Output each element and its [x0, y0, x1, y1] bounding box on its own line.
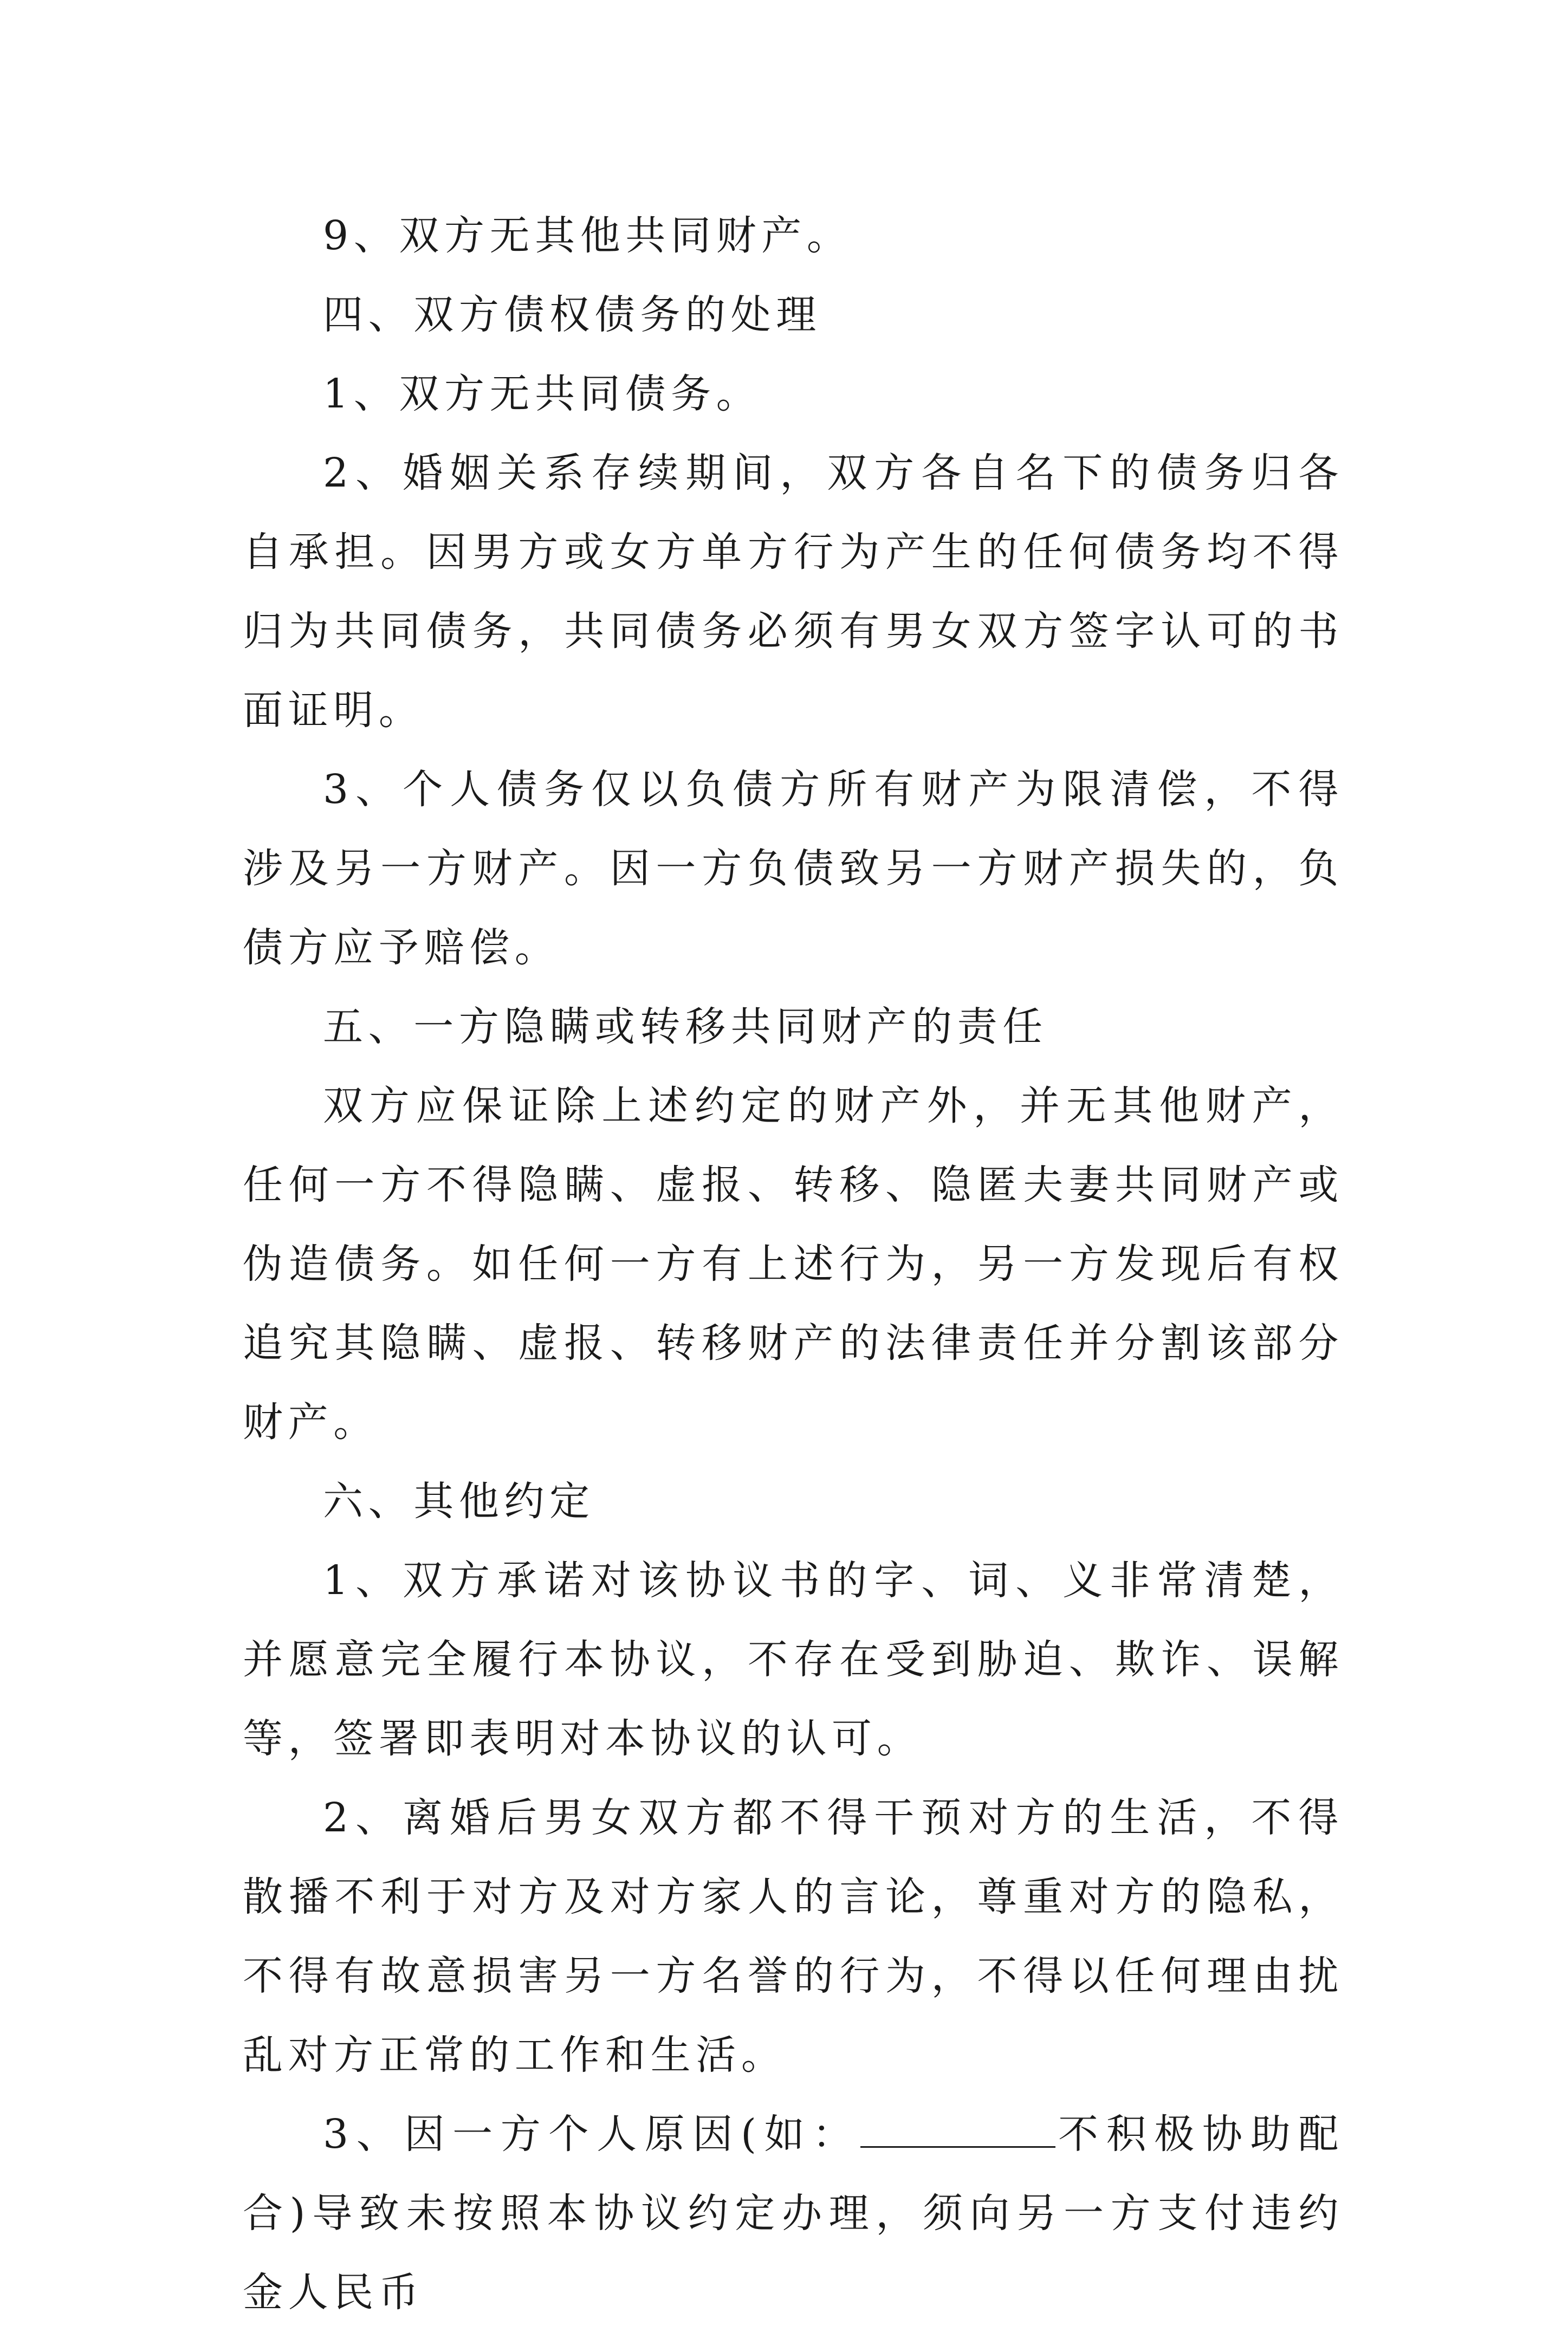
paragraph-other-3 [243, 2095, 1344, 2332]
paragraph-other-1: 1、双方承诺对该协议书的字、词、义非常清楚，并愿意完全履行本协议，不存在受到胁迫、欺诈、误解等，签署即表明对本协议的认可。 [243, 1557, 1344, 1762]
section-heading-6: 六、其他约定 [323, 1478, 595, 1525]
paragraph-concealment: 双方应保证除上述约定的财产外，并无其他财产，任何一方不得隐瞒、虚报、转移、隐匿夫妻共同财产或伪造债务。如任何一方有上述行为，另一方发现后有权追究其隐瞒、虚报、转移财产的法律责任并分割该部分财产。 [243, 1083, 1344, 1446]
paragraph-debt-2: 2、婚姻关系存续期间，双方各自名下的债务归各自承担。因男方或女方单方行为产生的任何债务均不得归为共同债务，共同债务必须有男女双方签字认可的书面证明。 [243, 450, 1344, 734]
section-heading-5: 五、一方隐瞒或转移共同财产的责任 [323, 1003, 1048, 1050]
paragraph-other-3-end: 不积极协助配合)导致未按照本协议约定办理，须向另一方支付违约金人民币 [243, 2111, 1344, 2316]
paragraph-item-9: 9、双方无其他共同财产。 [323, 212, 852, 259]
paragraph-debt-1: 1、双方无共同债务。 [323, 371, 762, 417]
section-heading-4: 四、双方债权债务的处理 [323, 292, 821, 338]
document-body [243, 196, 1344, 2332]
paragraph-other-3-start: 3、因一方个人原因(如： [323, 2111, 860, 2158]
paragraph-other-2: 2、离婚后男女双方都不得干预对方的生活，不得散播不利于对方及对方家人的言论，尊重对方的隐私，不得有故意损害另一方名誉的行为，不得以任何理由扰乱对方正常的工作和生活。 [243, 1795, 1344, 2078]
paragraph-debt-3: 3、个人债务仅以负债方所有财产为限清偿，不得涉及另一方财产。因一方负债致另一方财产损失的，负债方应予赔偿。 [243, 766, 1344, 971]
fill-in-blank [860, 2110, 1055, 2148]
